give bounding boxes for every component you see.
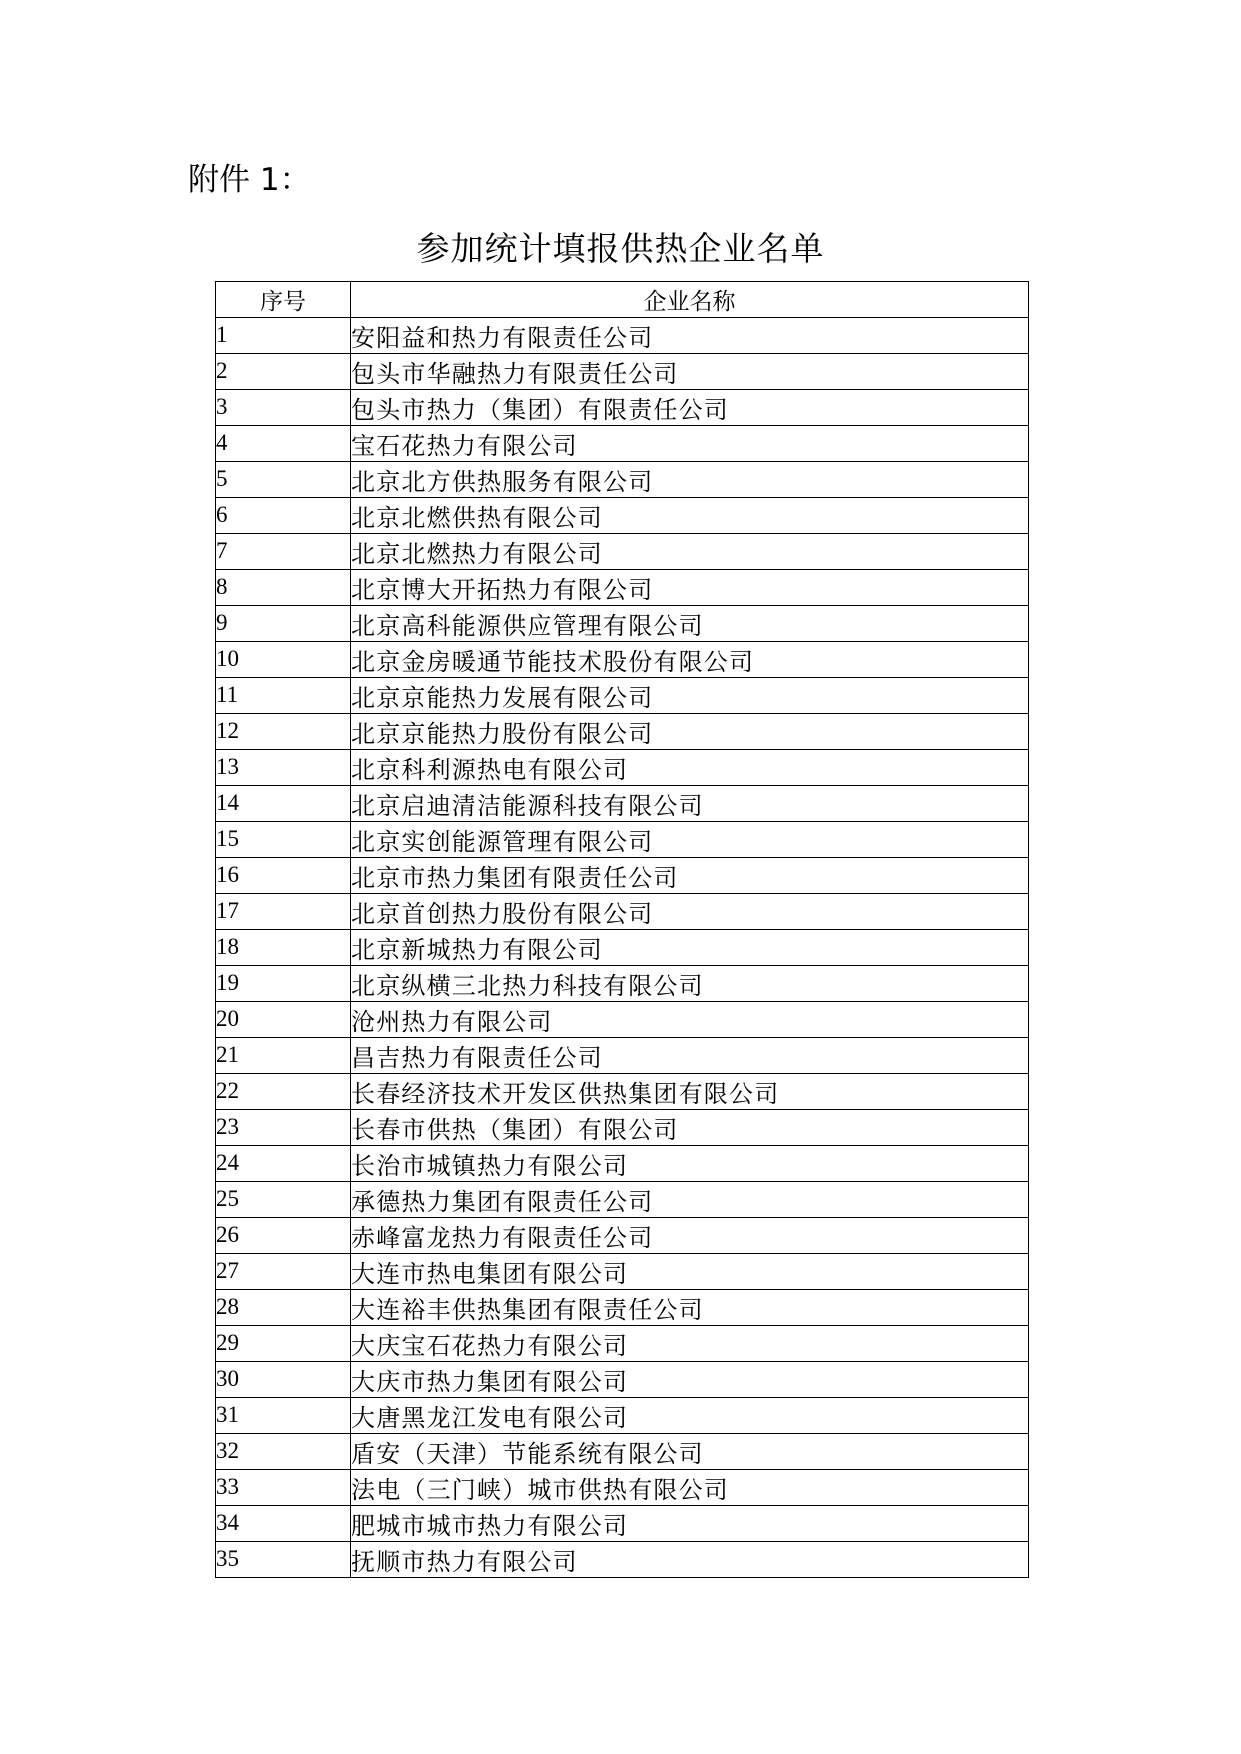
serial-number-cell: 10: [216, 641, 351, 677]
company-name-cell: 北京北方供热服务有限公司: [351, 461, 1029, 497]
company-name-cell: 大庆市热力集团有限公司: [351, 1361, 1029, 1397]
company-name-cell: 北京首创热力股份有限公司: [351, 893, 1029, 929]
company-name-cell: 北京启迪清洁能源科技有限公司: [351, 785, 1029, 821]
company-name-cell: 昌吉热力有限责任公司: [351, 1037, 1029, 1073]
serial-number-cell: 32: [216, 1433, 351, 1469]
company-name-cell: 承德热力集团有限责任公司: [351, 1181, 1029, 1217]
company-name-cell: 北京北燃热力有限公司: [351, 533, 1029, 569]
serial-number-cell: 6: [216, 497, 351, 533]
serial-number-cell: 22: [216, 1073, 351, 1109]
table-row: [216, 965, 1029, 1001]
company-name-cell: 大唐黑龙江发电有限公司: [351, 1397, 1029, 1433]
company-name-cell: 北京高科能源供应管理有限公司: [351, 605, 1029, 641]
company-name-cell: 盾安（天津）节能系统有限公司: [351, 1433, 1029, 1469]
table-row: [216, 749, 1029, 785]
table-row: [216, 1181, 1029, 1217]
header-company-name: 企业名称: [351, 282, 1029, 318]
table-row: [216, 1289, 1029, 1325]
serial-number-cell: 5: [216, 461, 351, 497]
serial-number-cell: 2: [216, 353, 351, 389]
company-name-cell: 北京纵横三北热力科技有限公司: [351, 965, 1029, 1001]
table-row: [216, 1217, 1029, 1253]
table-row: [216, 893, 1029, 929]
serial-number-cell: 1: [216, 317, 351, 353]
table-row: [216, 641, 1029, 677]
serial-number-cell: 27: [216, 1253, 351, 1289]
company-name-cell: 北京北燃供热有限公司: [351, 497, 1029, 533]
company-name-cell: 长治市城镇热力有限公司: [351, 1145, 1029, 1181]
serial-number-cell: 8: [216, 569, 351, 605]
serial-number-cell: 19: [216, 965, 351, 1001]
company-name-cell: 北京市热力集团有限责任公司: [351, 857, 1029, 893]
company-name-cell: 大连市热电集团有限公司: [351, 1253, 1029, 1289]
serial-number-cell: 15: [216, 821, 351, 857]
table-row: [216, 1541, 1029, 1577]
table-row: [216, 1001, 1029, 1037]
serial-number-cell: 30: [216, 1361, 351, 1397]
serial-number-cell: 29: [216, 1325, 351, 1361]
table-row: [216, 1109, 1029, 1145]
table-row: [216, 605, 1029, 641]
serial-number-cell: 23: [216, 1109, 351, 1145]
table-row: [216, 1145, 1029, 1181]
serial-number-cell: 9: [216, 605, 351, 641]
table-row: [216, 1469, 1029, 1505]
serial-number-cell: 31: [216, 1397, 351, 1433]
serial-number-cell: 4: [216, 425, 351, 461]
serial-number-cell: 21: [216, 1037, 351, 1073]
table-body: [216, 317, 1029, 1577]
table-row: [216, 353, 1029, 389]
company-name-cell: 包头市热力（集团）有限责任公司: [351, 389, 1029, 425]
table-row: [216, 785, 1029, 821]
document-title: 参加统计填报供热企业名单: [416, 229, 825, 268]
table-row: [216, 425, 1029, 461]
serial-number-cell: 24: [216, 1145, 351, 1181]
table-row: [216, 857, 1029, 893]
serial-number-cell: 12: [216, 713, 351, 749]
table-row: [216, 1037, 1029, 1073]
table-row: [216, 1505, 1029, 1541]
company-name-cell: 北京科利源热电有限公司: [351, 749, 1029, 785]
table-row: [216, 1073, 1029, 1109]
attachment-label: 附件 1：: [188, 162, 311, 198]
company-name-cell: 法电（三门峡）城市供热有限公司: [351, 1469, 1029, 1505]
table-row: [216, 929, 1029, 965]
serial-number-cell: 14: [216, 785, 351, 821]
serial-number-cell: 28: [216, 1289, 351, 1325]
company-name-cell: 沧州热力有限公司: [351, 1001, 1029, 1037]
company-name-cell: 赤峰富龙热力有限责任公司: [351, 1217, 1029, 1253]
table-row: [216, 821, 1029, 857]
table-header-row: [216, 282, 1029, 318]
company-name-cell: 大庆宝石花热力有限公司: [351, 1325, 1029, 1361]
company-name-cell: 肥城市城市热力有限公司: [351, 1505, 1029, 1541]
serial-number-cell: 13: [216, 749, 351, 785]
table-row: [216, 1325, 1029, 1361]
company-name-cell: 北京实创能源管理有限公司: [351, 821, 1029, 857]
table-row: [216, 497, 1029, 533]
company-name-cell: 长春经济技术开发区供热集团有限公司: [351, 1073, 1029, 1109]
serial-number-cell: 33: [216, 1469, 351, 1505]
company-name-cell: 包头市华融热力有限责任公司: [351, 353, 1029, 389]
header-serial-number: 序号: [216, 282, 351, 318]
company-name-cell: 北京博大开拓热力有限公司: [351, 569, 1029, 605]
serial-number-cell: 17: [216, 893, 351, 929]
serial-number-cell: 18: [216, 929, 351, 965]
table-row: [216, 1397, 1029, 1433]
company-name-cell: 北京京能热力发展有限公司: [351, 677, 1029, 713]
serial-number-cell: 20: [216, 1001, 351, 1037]
table-row: [216, 677, 1029, 713]
table-row: [216, 713, 1029, 749]
serial-number-cell: 26: [216, 1217, 351, 1253]
table-row: [216, 461, 1029, 497]
table-row: [216, 569, 1029, 605]
table-row: [216, 1361, 1029, 1397]
company-name-cell: 抚顺市热力有限公司: [351, 1541, 1029, 1577]
serial-number-cell: 25: [216, 1181, 351, 1217]
serial-number-cell: 16: [216, 857, 351, 893]
company-table: [215, 281, 1029, 1578]
serial-number-cell: 34: [216, 1505, 351, 1541]
table-row: [216, 1253, 1029, 1289]
company-name-cell: 安阳益和热力有限责任公司: [351, 317, 1029, 353]
serial-number-cell: 35: [216, 1541, 351, 1577]
company-name-cell: 大连裕丰供热集团有限责任公司: [351, 1289, 1029, 1325]
table-row: [216, 317, 1029, 353]
company-name-cell: 宝石花热力有限公司: [351, 425, 1029, 461]
serial-number-cell: 7: [216, 533, 351, 569]
company-name-cell: 北京京能热力股份有限公司: [351, 713, 1029, 749]
serial-number-cell: 11: [216, 677, 351, 713]
serial-number-cell: 3: [216, 389, 351, 425]
company-name-cell: 长春市供热（集团）有限公司: [351, 1109, 1029, 1145]
table-row: [216, 1433, 1029, 1469]
company-name-cell: 北京金房暖通节能技术股份有限公司: [351, 641, 1029, 677]
company-name-cell: 北京新城热力有限公司: [351, 929, 1029, 965]
table-row: [216, 389, 1029, 425]
table-row: [216, 533, 1029, 569]
